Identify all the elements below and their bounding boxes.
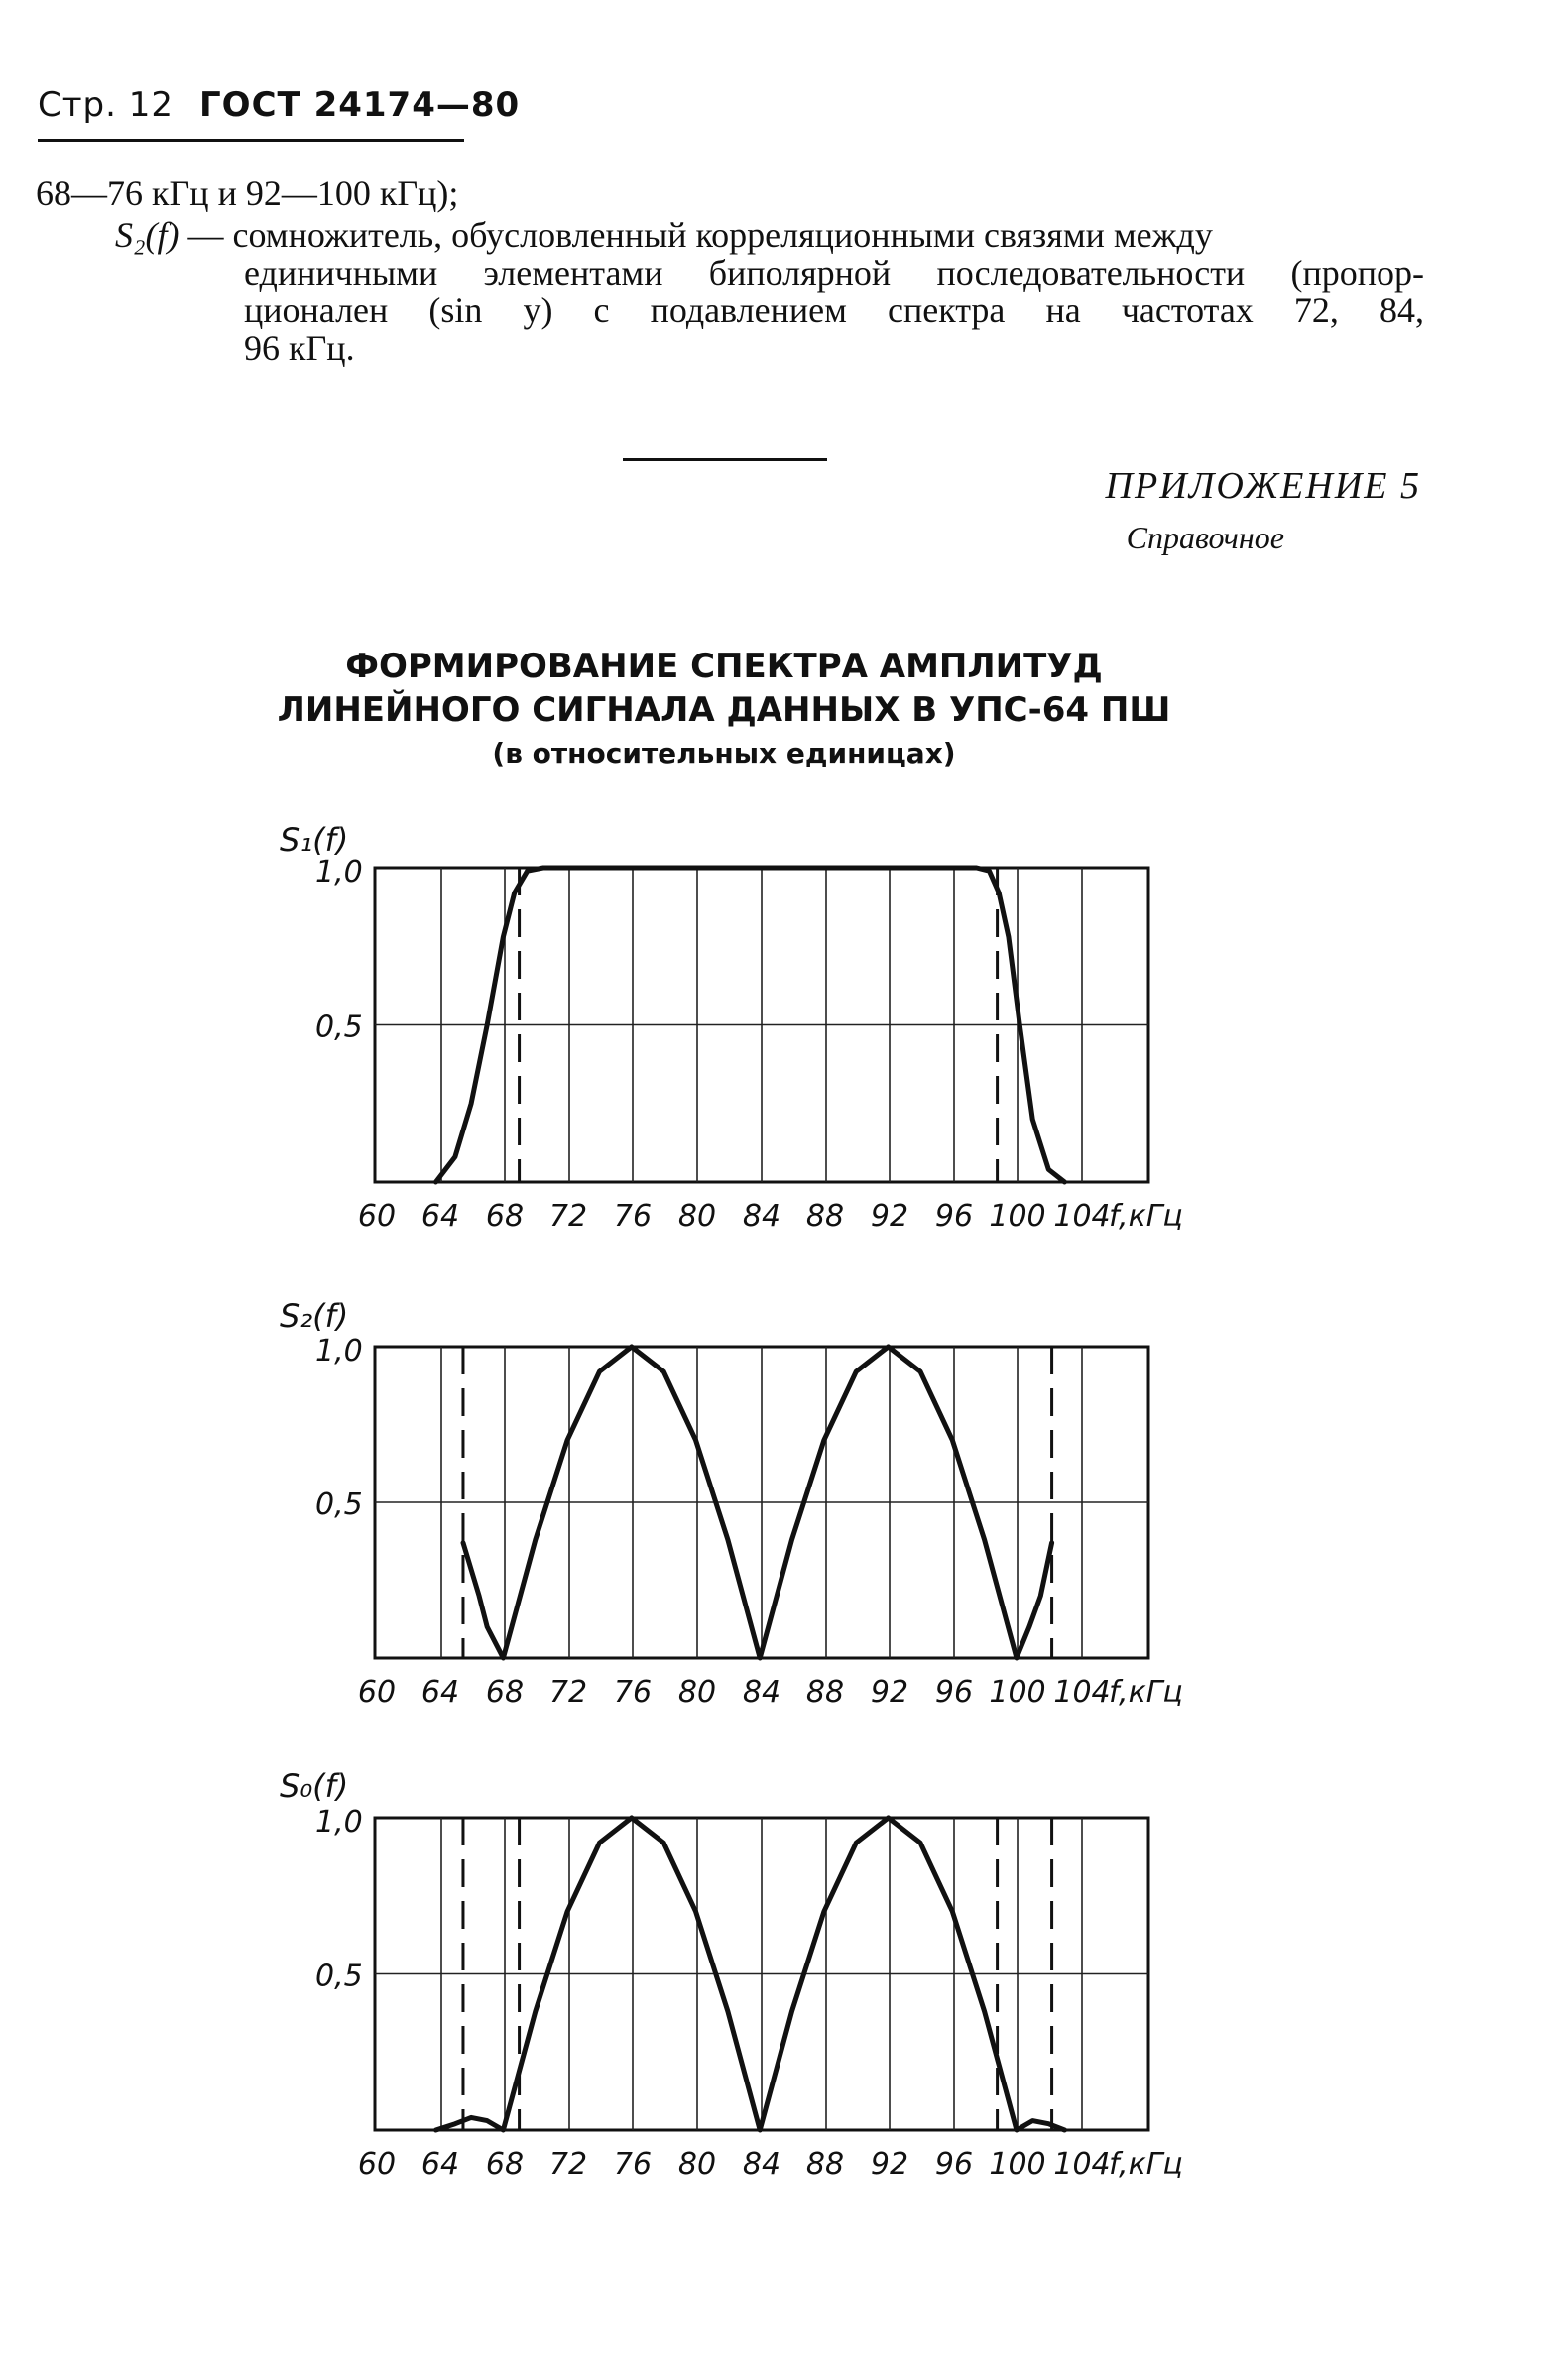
x-tick-label: 72 — [548, 1199, 588, 1234]
x-tick-label: 92 — [870, 1675, 909, 1710]
y-axis-label: S₂(f) — [280, 1297, 349, 1335]
x-tick-label: 68 — [485, 1675, 525, 1710]
x-tick-label: 80 — [677, 1199, 717, 1234]
x-tick-label: 96 — [934, 2147, 974, 2182]
chart-2 — [280, 1297, 1183, 1710]
x-tick-label: 64 — [420, 1199, 460, 1234]
appendix-subtitle: Справочное — [1126, 520, 1284, 555]
y-tick-label: 1,0 — [315, 1805, 363, 1840]
page-number: Стр. 12 — [38, 85, 175, 125]
x-tick-label: 100 — [989, 2147, 1046, 2182]
x-tick-label: 96 — [934, 1199, 974, 1234]
x-tick-label: 68 — [485, 2147, 525, 2182]
x-tick-label: 100 — [989, 1675, 1046, 1710]
definition-line-3: ционален (sin y) с подавлением спектра на частотах 72, 84, — [244, 291, 1424, 330]
x-tick-label: 88 — [805, 1675, 845, 1710]
x-tick-label: 68 — [485, 1199, 525, 1234]
x-tick-label: 104 — [1053, 1675, 1111, 1710]
chart-3 — [280, 1767, 1183, 2182]
x-tick-label: 60 — [357, 1675, 397, 1710]
x-tick-label: 76 — [613, 2147, 653, 2182]
x-tick-label: 64 — [420, 2147, 460, 2182]
x-tick-label: 76 — [613, 1675, 653, 1710]
definition-line-2: единичными элементами биполярной последовательности (пропор- — [244, 253, 1424, 293]
x-axis-label: f,кГц — [1109, 2147, 1183, 2182]
y-tick-label: 0,5 — [315, 1010, 363, 1045]
definition-dash: — — [179, 215, 233, 255]
figure-title-line-2: ЛИНЕЙНОГО СИГНАЛА ДАННЫХ В УПС-64 ПШ — [277, 690, 1171, 730]
x-tick-label: 72 — [548, 1675, 588, 1710]
x-tick-label: 64 — [420, 1675, 460, 1710]
definition-line-4: 96 кГц. — [244, 328, 355, 368]
x-tick-label: 72 — [548, 2147, 588, 2182]
x-tick-label: 60 — [357, 2147, 397, 2182]
x-tick-label: 84 — [742, 1199, 781, 1234]
y-tick-label: 0,5 — [315, 1488, 363, 1522]
x-tick-label: 84 — [742, 1675, 781, 1710]
y-tick-label: 1,0 — [315, 855, 363, 890]
x-tick-label: 96 — [934, 1675, 974, 1710]
x-tick-label: 80 — [677, 1675, 717, 1710]
y-axis-label: S₀(f) — [280, 1767, 349, 1805]
figure-title-line-1: ФОРМИРОВАНИЕ СПЕКТРА АМПЛИТУД — [345, 647, 1103, 686]
x-tick-label: 104 — [1053, 2147, 1111, 2182]
x-tick-label: 88 — [805, 1199, 845, 1234]
definition-term: S₂(f) — [115, 215, 180, 255]
x-tick-label: 84 — [742, 2147, 781, 2182]
x-tick-label: 92 — [870, 2147, 909, 2182]
standard-code: ГОСТ 24174—80 — [199, 85, 521, 125]
x-tick-label: 80 — [677, 2147, 717, 2182]
chart-1 — [280, 821, 1183, 1234]
figure-title-line-3: (в относительных единицах) — [492, 737, 956, 770]
x-axis-label: f,кГц — [1109, 1199, 1183, 1234]
definition-line-1: сомножитель, обусловленный корреляционными связями между — [232, 215, 1213, 255]
x-tick-label: 104 — [1053, 1199, 1111, 1234]
x-tick-label: 100 — [989, 1199, 1046, 1234]
y-tick-label: 1,0 — [315, 1334, 363, 1368]
appendix-title: ПРИЛОЖЕНИЕ 5 — [1105, 465, 1421, 507]
x-tick-label: 76 — [613, 1199, 653, 1234]
y-axis-label: S₁(f) — [280, 821, 349, 859]
text-line-1: 68—76 кГц и 92—100 кГц); — [36, 174, 459, 213]
x-axis-label: f,кГц — [1109, 1675, 1183, 1710]
x-tick-label: 88 — [805, 2147, 845, 2182]
x-tick-label: 92 — [870, 1199, 909, 1234]
x-tick-label: 60 — [357, 1199, 397, 1234]
y-tick-label: 0,5 — [315, 1959, 363, 1994]
